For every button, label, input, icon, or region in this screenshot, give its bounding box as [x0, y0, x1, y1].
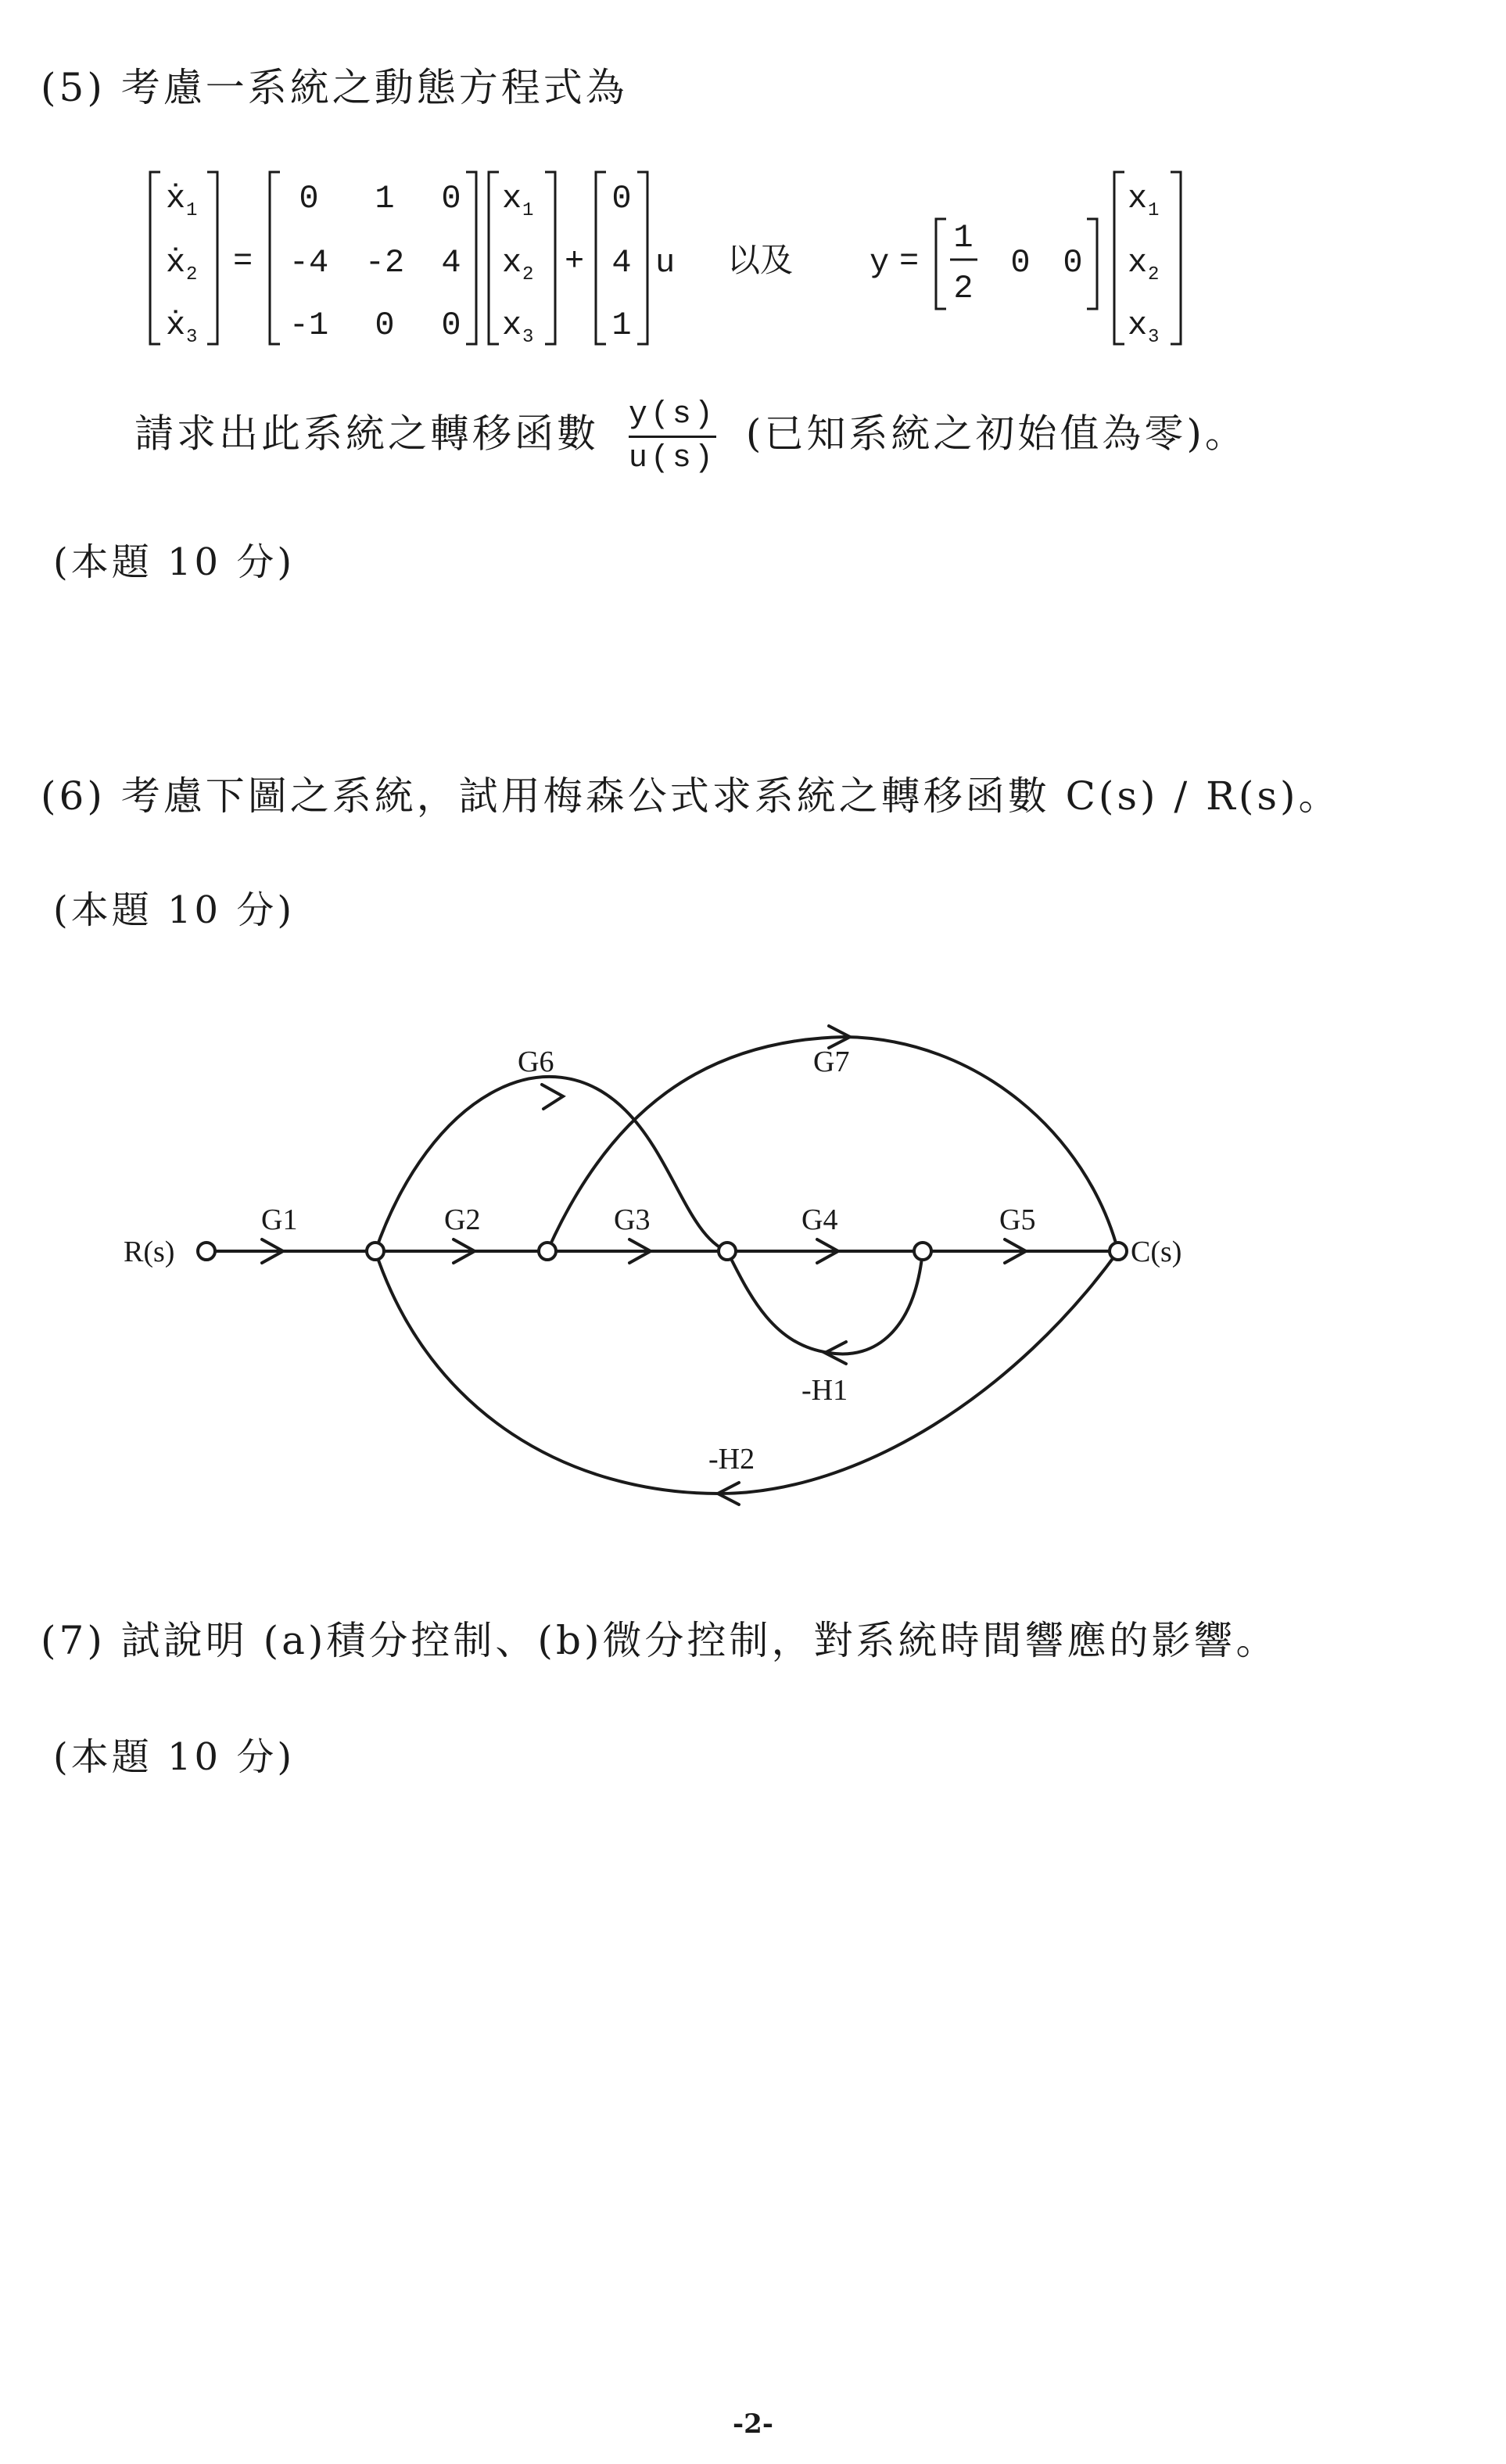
xo-3: x [1128, 307, 1148, 344]
sub-2: 2 [186, 264, 198, 285]
label-h1: -H1 [801, 1374, 848, 1407]
label-g2: G2 [444, 1203, 481, 1236]
bracket [637, 172, 647, 344]
q5-title: (5) 考慮一系統之動態方程式為 [41, 65, 628, 110]
a31: -1 [289, 307, 329, 344]
q5-request-text: 請求出此系統之轉移函數 [134, 411, 599, 457]
tf-denominator: u(s) [628, 441, 716, 476]
a32: 0 [375, 307, 395, 344]
bracket [207, 172, 217, 344]
a13: 0 [441, 180, 461, 217]
transfer-function-fraction [629, 397, 716, 476]
input-u: u [655, 244, 676, 282]
q6-score: (本題 10 分) [53, 888, 296, 932]
sub-3: 3 [1148, 327, 1160, 348]
a23: 4 [441, 244, 461, 282]
label-g1: G1 [261, 1203, 298, 1236]
sub-1: 1 [186, 200, 198, 221]
bracket [466, 172, 476, 344]
a22: -2 [364, 244, 405, 282]
bracket [936, 219, 946, 309]
arrow-g6 [542, 1085, 563, 1109]
node-input [198, 1243, 215, 1260]
label-g7: G7 [813, 1045, 850, 1078]
bracket [1114, 172, 1124, 344]
signal-flow-graph [0, 977, 1506, 1540]
bracket [596, 172, 606, 344]
sub-3: 3 [522, 327, 534, 348]
label-g4: G4 [801, 1203, 838, 1236]
label-g5: G5 [999, 1203, 1036, 1236]
y-label: y [870, 244, 890, 282]
a12: 1 [375, 180, 395, 217]
b3: 1 [611, 307, 632, 344]
c3: 0 [1063, 244, 1083, 282]
sub-2: 2 [522, 264, 534, 285]
bracket [489, 172, 499, 344]
q6-title: (6) 考慮下圖之系統，試用梅森公式求系統之轉移函數 C(s) / R(s)。 [41, 773, 1341, 819]
equals-sign: = [233, 242, 253, 280]
page-number: -2- [733, 2408, 773, 2440]
node-1 [367, 1243, 384, 1260]
a33: 0 [441, 307, 461, 344]
node-output [1110, 1243, 1127, 1260]
sub-1: 1 [522, 200, 534, 221]
bracket [1087, 219, 1097, 309]
q7-score: (本題 10 分) [53, 1735, 296, 1779]
node-3 [719, 1243, 736, 1260]
plus-sign: + [565, 242, 585, 280]
label-input: R(s) [124, 1236, 175, 1268]
b2: 4 [611, 244, 632, 282]
c1-numerator: 1 [953, 219, 974, 256]
label-output: C(s) [1131, 1236, 1182, 1268]
q5-score: (本題 10 分) [53, 540, 296, 584]
bracket [1171, 172, 1181, 344]
branch-h1 [727, 1251, 923, 1354]
tf-numerator: y(s) [628, 397, 716, 432]
xdot-2: ẋ [166, 244, 186, 282]
xo-1: x [1128, 180, 1148, 217]
xdot-1: ẋ [166, 180, 186, 217]
xdot-3: ẋ [166, 307, 186, 344]
sub-1: 1 [1148, 200, 1160, 221]
x-1: x [502, 180, 522, 217]
a11: 0 [299, 180, 319, 217]
sub-2: 2 [1148, 264, 1160, 285]
fraction-bar [629, 436, 716, 438]
bracket [150, 172, 160, 344]
node-2 [539, 1243, 556, 1260]
c2: 0 [1010, 244, 1031, 282]
b1: 0 [611, 180, 632, 217]
node-4 [914, 1243, 931, 1260]
q5-state-equation [0, 149, 1506, 368]
c1-denominator: 2 [953, 270, 974, 307]
sub-3: 3 [186, 327, 198, 348]
and-label: 以及 [727, 244, 794, 282]
equals-sign-2: = [899, 242, 920, 280]
xo-2: x [1128, 244, 1148, 282]
bracket [270, 172, 280, 344]
x-2: x [502, 244, 522, 282]
x-3: x [502, 307, 522, 344]
label-g3: G3 [614, 1203, 651, 1236]
a21: -4 [289, 244, 329, 282]
q5-request-line [134, 397, 1247, 476]
label-g6: G6 [518, 1045, 554, 1078]
q7-title: (7) 試說明 (a)積分控制、(b)微分控制，對系統時間響應的影響。 [41, 1618, 1278, 1663]
label-h2: -H2 [708, 1443, 755, 1476]
bracket [545, 172, 555, 344]
q5-note: (已知系統之初始值為零)。 [745, 411, 1247, 457]
